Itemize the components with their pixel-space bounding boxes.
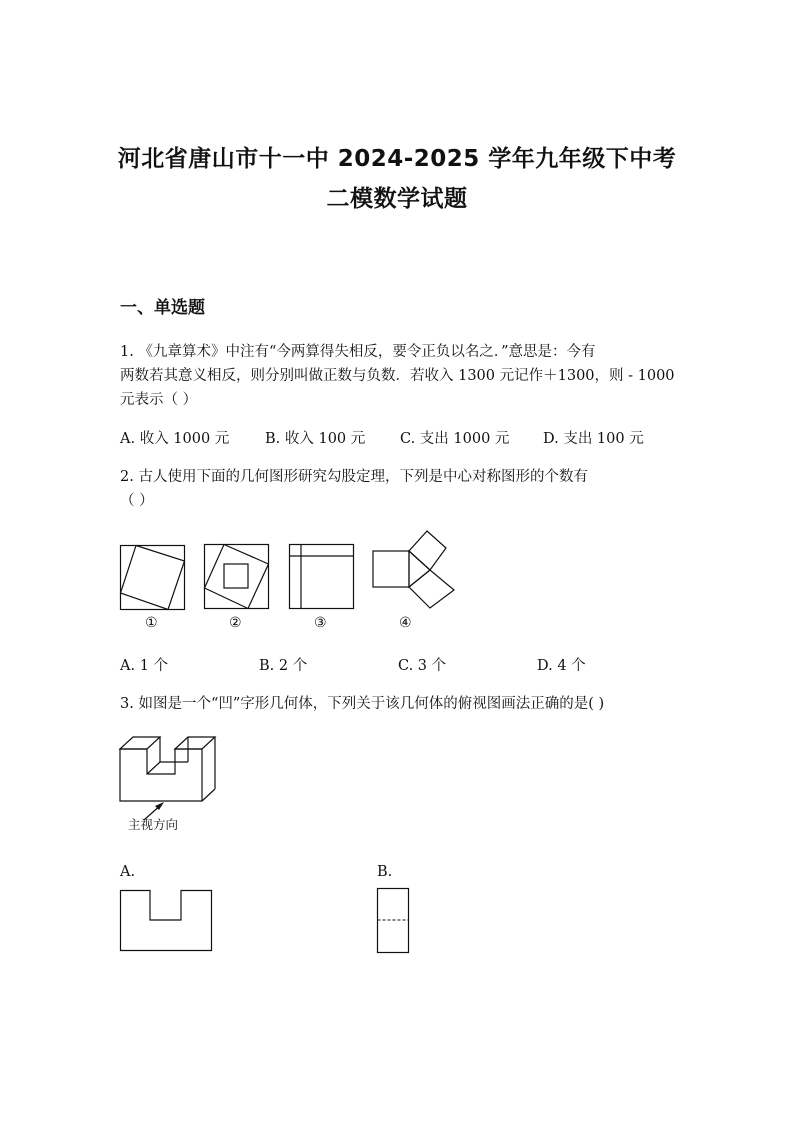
q3-line-1: 3. 如图是一个“凹”字形几何体，下列关于该几何体的俯视图画法正确的是( ) [120,696,605,712]
q2-figure-label-3: ③ [314,615,327,631]
q2-figure-label-4: ④ [399,615,412,631]
q2-figure-4 [372,530,456,610]
q3-option-b: B. [377,864,393,880]
q2-option-c: C. 3 个 [398,658,447,674]
q3-view-direction-label: 主视方向 [128,817,179,832]
q3-option-b-figure [377,888,411,954]
q1-option-c: C. 支出 1000 元 [400,431,510,447]
document-title-line-2: 二模数学试题 [326,186,468,212]
q2-figure-1 [120,545,186,611]
q1-line-1: 1. 《九章算术》中注有“今两算得失相反，要令正负以名之．”意思是：今有 [120,344,596,360]
q1-option-d: D. 支出 100 元 [543,431,644,447]
q3-option-a: A. [120,864,136,880]
q2-figure-2 [204,544,270,610]
q1-option-a: A. 收入 1000 元 [120,431,230,447]
q3-option-a-figure [120,890,214,952]
document-title-line-1: 河北省唐山市十一中 2024-2025 学年九年级下中考 [117,146,677,172]
q3-solid-figure [118,736,222,816]
q1-line-3: 元表示（ ） [120,392,198,408]
q2-line-1: 2. 古人使用下面的几何图形研究勾股定理，下列是中心对称图形的个数有 [120,469,588,485]
q2-figure-3 [289,544,355,610]
section-heading: 一、单选题 [120,298,205,318]
q2-option-b: B. 2 个 [259,658,308,674]
q2-line-2: （ ） [120,493,154,509]
q2-figure-label-1: ① [145,615,158,631]
q2-option-d: D. 4 个 [537,658,586,674]
q2-figure-label-2: ② [229,615,242,631]
q2-option-a: A. 1 个 [120,658,169,674]
q1-line-2: 两数若其意义相反，则分别叫做正数与负数．若收入 1300 元记作＋1300，则 - 1000 [120,368,675,384]
q1-option-b: B. 收入 100 元 [265,431,366,447]
